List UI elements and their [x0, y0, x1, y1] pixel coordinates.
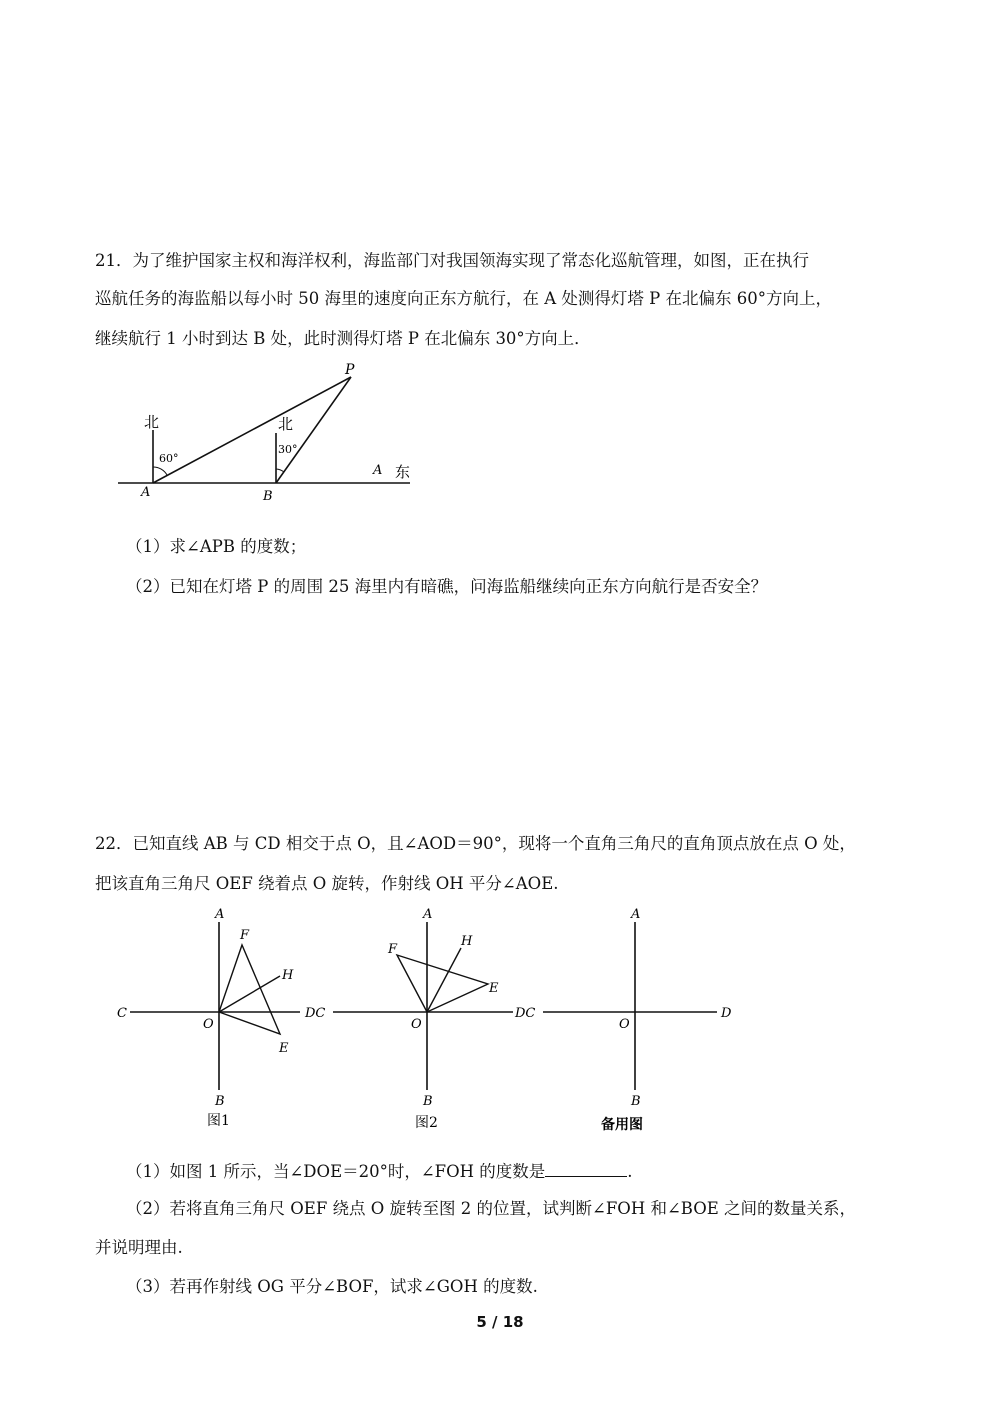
svg-text:O: O [203, 1017, 214, 1032]
svg-text:B: B [631, 1094, 641, 1109]
label-b: B [263, 489, 273, 504]
q22-line-1: 22．已知直线 AB 与 CD 相交于点 O，且∠AOD＝90°，现将一个直角三角尺的直角顶点放在点 O 处， [95, 834, 856, 853]
figure-1 [117, 907, 300, 1129]
q22-figures [105, 900, 755, 1140]
label-north-b: 北 [278, 415, 294, 433]
svg-text:B: B [215, 1094, 225, 1109]
caption-figure-1: 图1 [207, 1113, 230, 1129]
q22-sub-3: （3）若再作射线 OG 平分∠BOF，试求∠GOH 的度数. [126, 1277, 538, 1296]
q21-line-2: 巡航任务的海监船以每小时 50 海里的速度向正东方航行，在 A 处测得灯塔 P 在北偏东 60°方向上， [95, 289, 832, 308]
label-angle-30: 30° [278, 443, 298, 456]
page-number: 5 / 18 [476, 1313, 524, 1331]
svg-text:DC: DC [305, 1006, 326, 1021]
q22-sub-2-line-1: （2）若将直角三角尺 OEF 绕点 O 旋转至图 2 的位置，试判断∠FOH 和∠BOE 之间的数量关系， [126, 1199, 857, 1218]
svg-text:F: F [388, 942, 398, 957]
svg-text:A: A [215, 907, 225, 922]
fig1-ray-oh [219, 976, 280, 1012]
label-a-right: A [373, 463, 383, 478]
segment-ap [153, 377, 351, 483]
q22-line-2: 把该直角三角尺 OEF 绕着点 O 旋转，作射线 OH 平分∠AOE. [95, 874, 559, 893]
answer-blank [545, 1160, 627, 1177]
figure-2 [304, 907, 513, 1131]
fig2-ray-oh [427, 948, 461, 1012]
q22-sub-2-line-2: 并说明理由. [95, 1238, 183, 1257]
q21-line-3: 继续航行 1 小时到达 B 处，此时测得灯塔 P 在北偏东 30°方向上． [95, 329, 591, 348]
fig1-triangle-oef [219, 945, 280, 1034]
q21-line-1: 21．为了维护国家主权和海洋权利，海监部门对我国领海实现了常态化巡航管理，如图，正在执行 [95, 251, 809, 270]
label-p: P [345, 362, 355, 378]
svg-text:H: H [461, 934, 473, 949]
label-angle-60: 60° [159, 452, 179, 465]
q22-sub-1 [126, 1160, 633, 1183]
svg-text:E: E [489, 981, 499, 996]
svg-text:A: A [423, 907, 433, 922]
svg-text:D: D [721, 1006, 732, 1021]
caption-figure-backup: 备用图 [601, 1117, 643, 1133]
label-a: A [141, 485, 151, 500]
svg-text:DC: DC [515, 1006, 536, 1021]
svg-text:E: E [279, 1041, 289, 1056]
q22-sub-1-period: . [627, 1162, 633, 1181]
svg-text:C: C [117, 1006, 127, 1021]
q21-sub-2: （2）已知在灯塔 P 的周围 25 海里内有暗礁，问海监船继续向正东方向航行是否安全？ [126, 577, 768, 596]
angle-arc-a [153, 467, 167, 475]
figure-backup [514, 907, 732, 1133]
svg-text:A: A [631, 907, 641, 922]
angle-arc-b [276, 469, 284, 472]
label-north-a: 北 [144, 413, 160, 431]
caption-figure-2: 图2 [415, 1115, 438, 1131]
svg-text:O: O [619, 1017, 630, 1032]
label-east: 东 [395, 463, 411, 481]
q21-sub-1: （1）求∠APB 的度数； [126, 537, 307, 556]
svg-text:B: B [423, 1094, 433, 1109]
q22-sub-1-text: （1）如图 1 所示，当∠DOE＝20°时，∠FOH 的度数是 [126, 1162, 546, 1181]
q21-figure [110, 355, 430, 505]
svg-text:O: O [411, 1017, 422, 1032]
svg-text:F: F [240, 928, 250, 943]
svg-text:H: H [282, 968, 294, 983]
